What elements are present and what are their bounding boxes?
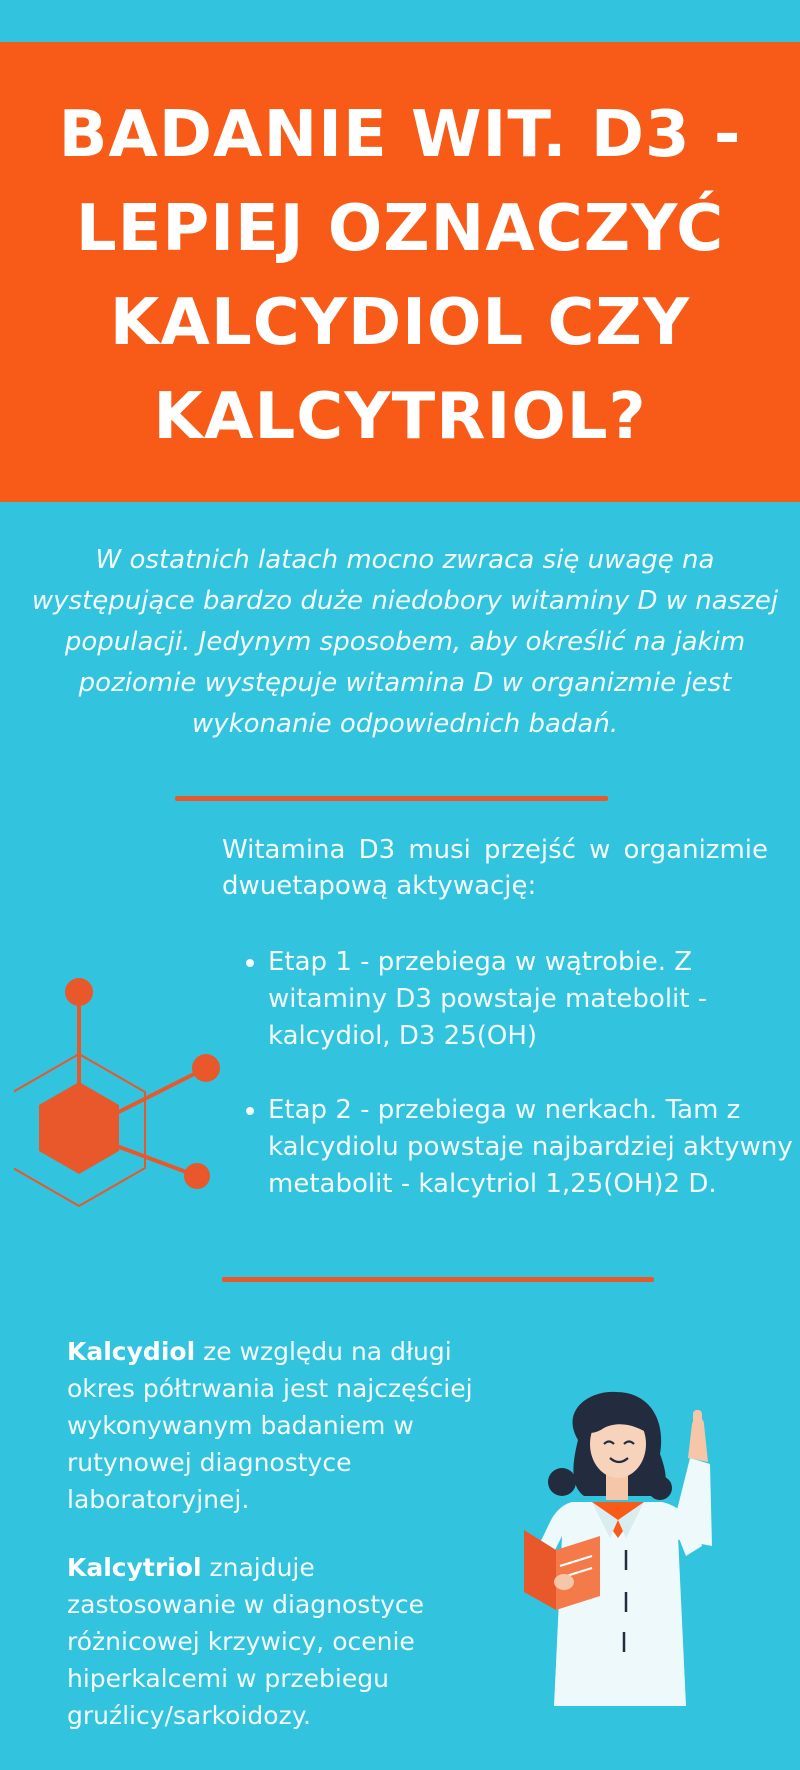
kalcydiol-term: Kalcydiol bbox=[67, 1337, 196, 1366]
molecule-icon bbox=[14, 972, 234, 1212]
section-divider-bottom bbox=[222, 1277, 654, 1282]
activation-steps-list bbox=[238, 944, 798, 1203]
page-title: BADANIE WIT. D3 - LEPIEJ OZNACZYĆ KALCYDIOL CZY KALCYTRIOL? bbox=[58, 98, 742, 454]
kalcytriol-paragraph bbox=[67, 1549, 487, 1734]
kalcydiol-paragraph bbox=[67, 1333, 487, 1518]
list-item: • Etap 1 - przebiega w wątrobie. Z witaminy D3 powstaje matebolit - kalcydiol, D3 25(OH) bbox=[268, 944, 798, 1055]
list-item: • Etap 2 - przebiega w nerkach. Tam z kalcydiolu powstaje najbardziej aktywny metabolit - kalcytriol 1,25(OH)2 D. bbox=[268, 1092, 798, 1203]
activation-intro: Witamina D3 musi przejść w organizmie dwuetapową aktywację: bbox=[222, 835, 768, 901]
section-divider-top bbox=[175, 796, 608, 801]
kalcytriol-text: znajduje zastosowanie w diagnostyce różnicowej krzywicy, ocenie hiperkalcemi w przebiegu gruźlicy/sarkoidozy. bbox=[67, 1553, 425, 1730]
kalcytriol-term: Kalcytriol bbox=[67, 1553, 202, 1582]
kalcydiol-text: ze względu na długi okres półtrwania jest najczęściej wykonywanym badaniem w rutynowej diagnostyce laboratoryjnej. bbox=[67, 1337, 473, 1514]
doctor-illustration bbox=[520, 1370, 760, 1730]
intro-text: W ostatnich latach mocno zwraca się uwagę na występujące bardzo duże niedobory witaminy D w naszej populacji. Jedynym sposobem, aby określić na jakim poziomie występuje witamina D w organizmie jest wykonanie odpowiednich badań. bbox=[31, 545, 779, 739]
